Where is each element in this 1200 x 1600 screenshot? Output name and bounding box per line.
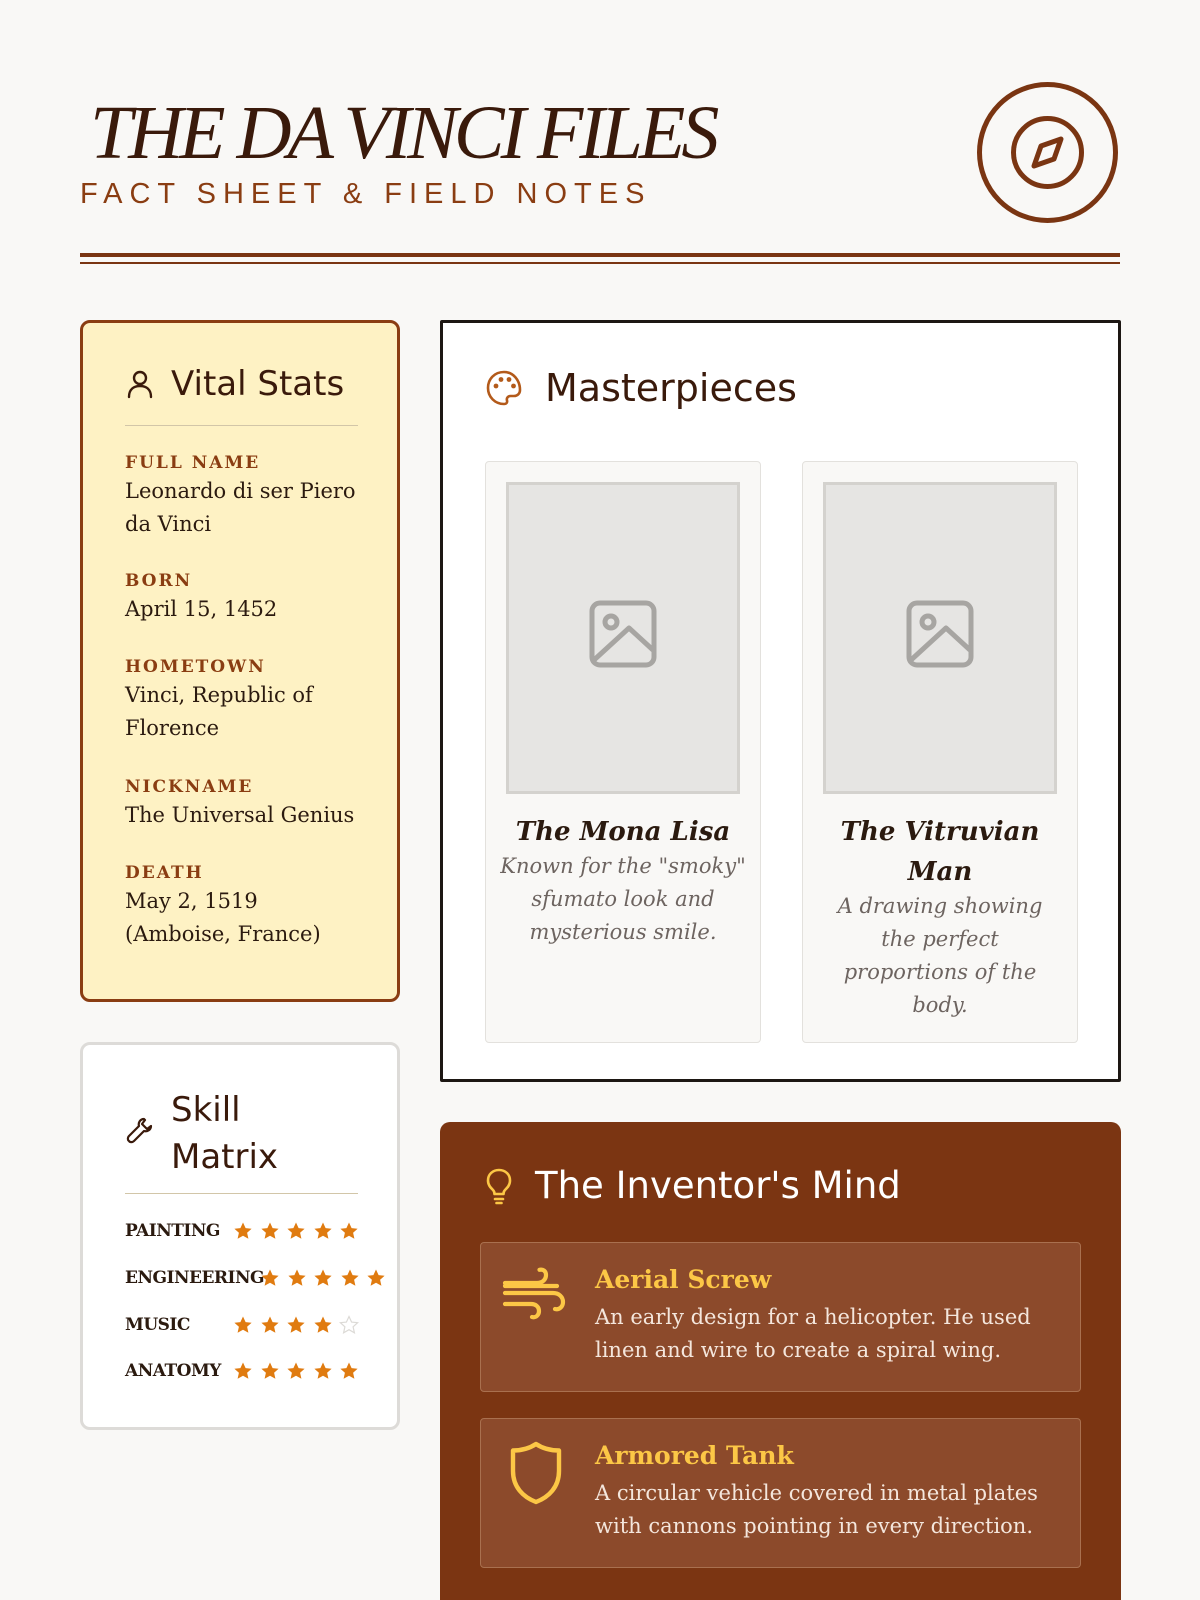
skill-row: [125, 1221, 366, 1241]
invention-title: Armored Tank: [595, 1441, 794, 1470]
stat-full-name: [125, 453, 365, 541]
star-filled-icon: [286, 1315, 306, 1335]
artwork-description: Known for the "smoky" sfumato look and mysterious smile.: [500, 854, 746, 944]
header-rule-thin: [80, 262, 1120, 264]
divider: [125, 425, 358, 426]
artwork-image-placeholder: [506, 482, 740, 794]
stat-value: Leonardo di ser Piero da Vinci: [125, 479, 356, 536]
skill-matrix-header: [125, 1087, 291, 1181]
image-icon: [906, 600, 974, 668]
page-title: THE DA VINCI FILES: [90, 91, 716, 175]
artwork-card: [802, 461, 1078, 1043]
palette-icon: [485, 369, 523, 407]
stat-label: HOMETOWN: [125, 657, 266, 677]
artwork-title: The Mona Lisa: [515, 817, 731, 847]
inventors-mind-title: The Inventor's Mind: [535, 1164, 901, 1207]
lightbulb-icon: [485, 1167, 513, 1205]
artwork-image-placeholder: [823, 482, 1057, 794]
star-filled-icon: [260, 1361, 280, 1381]
artwork-description: A drawing showing the perfect proportions of the body.: [837, 894, 1043, 1017]
star-filled-icon: [313, 1315, 333, 1335]
invention-description: A circular vehicle covered in metal plates with cannons pointing in every direction.: [595, 1481, 1038, 1538]
shield-icon: [509, 1441, 563, 1505]
artwork-card: [485, 461, 761, 1043]
star-filled-icon: [313, 1268, 333, 1288]
wrench-icon: [125, 1115, 155, 1145]
star-filled-icon: [366, 1268, 386, 1288]
star-filled-icon: [260, 1221, 280, 1241]
masterpieces-title: Masterpieces: [545, 366, 797, 410]
skill-name: ANATOMY: [125, 1361, 221, 1381]
star-filled-icon: [233, 1315, 253, 1335]
invention-card: [480, 1242, 1081, 1392]
artwork-title: The Vitruvian Man: [840, 817, 1040, 887]
stat-nickname: [125, 777, 365, 832]
masterpieces-header: [485, 363, 797, 413]
star-filled-icon: [340, 1268, 360, 1288]
inventors-mind-header: [485, 1164, 901, 1207]
stat-death: [125, 863, 365, 951]
invention-description: An early design for a helicopter. He used linen and wire to create a spiral wing.: [595, 1305, 1031, 1362]
stat-label: BORN: [125, 571, 193, 591]
stat-value: Vinci, Republic of Florence: [125, 683, 313, 740]
vital-stats-card: [80, 320, 400, 1002]
inventors-mind-card: [440, 1122, 1121, 1600]
star-filled-icon: [286, 1361, 306, 1381]
star-filled-icon: [286, 1221, 306, 1241]
star-filled-icon: [233, 1361, 253, 1381]
invention-title: Aerial Screw: [595, 1265, 772, 1294]
star-filled-icon: [313, 1361, 333, 1381]
skill-name: ENGINEERING: [125, 1268, 265, 1288]
masterpieces-card: [440, 320, 1121, 1082]
star-filled-icon: [339, 1361, 359, 1381]
star-filled-icon: [260, 1268, 280, 1288]
compass-icon: [975, 80, 1120, 225]
stat-label: DEATH: [125, 863, 204, 883]
rating-stars: [233, 1315, 366, 1335]
vital-stats-header: [125, 361, 344, 408]
divider: [125, 1193, 358, 1194]
skill-matrix-title: Skill Matrix: [171, 1090, 279, 1177]
star-filled-icon: [313, 1221, 333, 1241]
page-header: [80, 90, 1120, 270]
skill-matrix-card: [80, 1042, 400, 1430]
stat-value: May 2, 1519 (Amboise, France): [125, 889, 321, 946]
skill-row: [125, 1268, 393, 1288]
rating-stars: [260, 1268, 393, 1288]
stat-value: The Universal Genius: [125, 803, 355, 827]
skill-name: PAINTING: [125, 1221, 220, 1241]
star-filled-icon: [233, 1221, 253, 1241]
skill-row: [125, 1361, 366, 1381]
stat-value: April 15, 1452: [125, 597, 278, 621]
invention-card: [480, 1418, 1081, 1568]
star-filled-icon: [339, 1221, 359, 1241]
star-filled-icon: [287, 1268, 307, 1288]
stat-label: FULL NAME: [125, 453, 261, 473]
user-icon: [125, 369, 155, 399]
skill-row: [125, 1315, 366, 1335]
wind-icon: [501, 1265, 567, 1323]
star-empty-icon: [339, 1315, 359, 1335]
header-rule: [80, 253, 1120, 257]
star-filled-icon: [260, 1315, 280, 1335]
image-icon: [589, 600, 657, 668]
stat-label: NICKNAME: [125, 777, 254, 797]
stat-born: [125, 571, 365, 626]
vital-stats-title: Vital Stats: [171, 364, 345, 404]
page-subtitle: FACT SHEET & FIELD NOTES: [80, 178, 652, 210]
rating-stars: [233, 1221, 366, 1241]
rating-stars: [233, 1361, 366, 1381]
skill-name: MUSIC: [125, 1315, 190, 1335]
stat-hometown: [125, 657, 365, 745]
